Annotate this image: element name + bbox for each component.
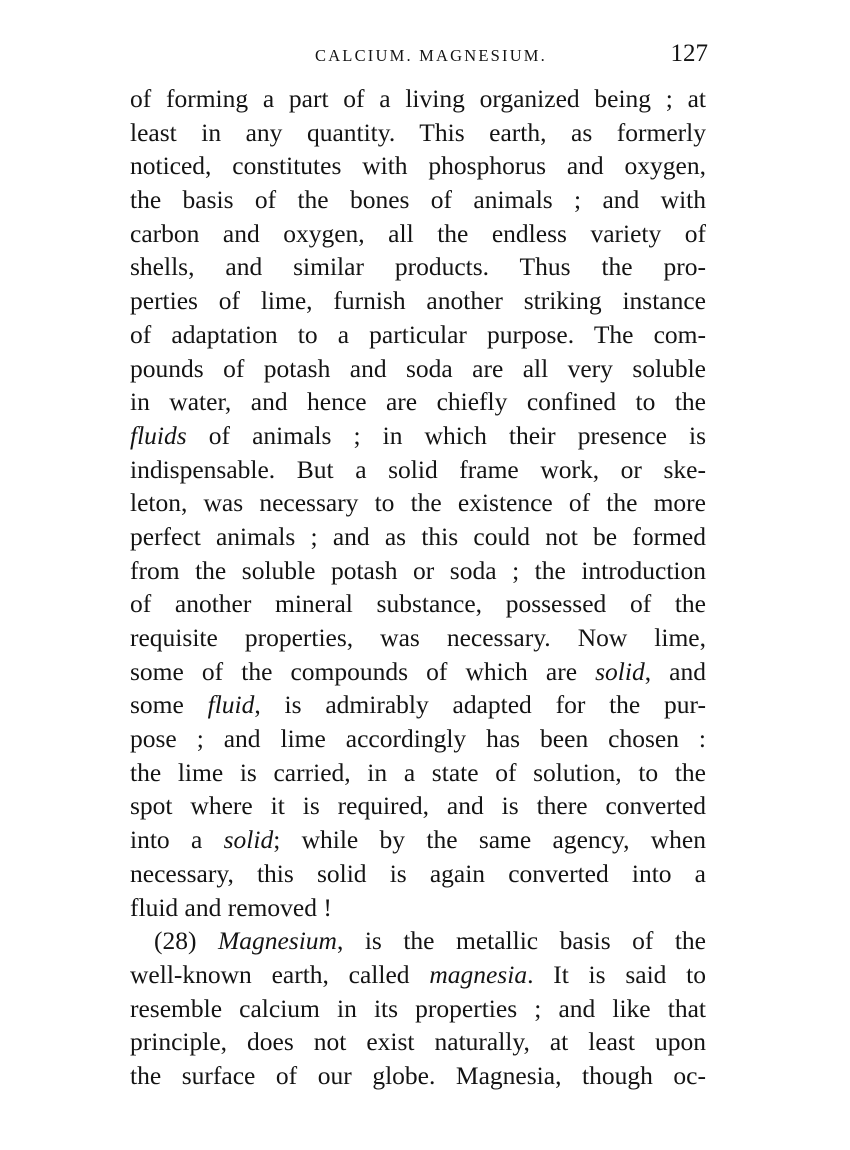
text-line: principle, does not exist naturally, at least upon [130, 1027, 706, 1057]
text-line: spot where it is required, and is there converted [130, 791, 706, 821]
text-line: of another mineral substance, possessed of the [130, 589, 706, 619]
text-fragment: well-known earth, called [130, 959, 410, 989]
italic-word: Magnesium [217, 926, 337, 956]
text-line: leton, was necessary to the existence of the more [130, 488, 706, 518]
text-fragment: some [130, 690, 184, 720]
italic-word: fluid [207, 690, 255, 720]
text-fragment: , and [644, 656, 706, 686]
text-fragment: ; while by the same agency, when [273, 825, 706, 855]
italic-word: solid [223, 825, 274, 855]
text-line: necessary, this solid is again converted into a [130, 858, 706, 888]
section-number: (28) [154, 926, 197, 956]
text-line: perfect animals ; and as this could not be formed [130, 521, 706, 551]
text-line [130, 688, 706, 722]
body-text [130, 82, 706, 1093]
italic-word: fluids [130, 420, 187, 450]
text-line: from the soluble potash or soda ; the introduction [130, 555, 706, 585]
page-number: 127 [670, 40, 708, 67]
text-line: of forming a part of a living organized being ; at [130, 84, 706, 113]
text-line: noticed, constitutes with phosphorus and oxygen, [130, 151, 706, 181]
text-line [130, 823, 706, 857]
text-line: resemble calcium in its properties ; and like that [130, 993, 706, 1023]
text-line: requisite properties, was necessary. Now lime, [130, 623, 706, 652]
text-line: pounds of potash and soda are all very soluble [130, 353, 706, 383]
page-header [130, 40, 708, 76]
text-line: the surface of our globe. Magnesia, though oc- [130, 1060, 706, 1090]
italic-word: magnesia [429, 959, 528, 989]
running-head: CALCIUM. MAGNESIUM. [314, 46, 548, 65]
text-line [130, 958, 706, 992]
text-fragment: into a [130, 825, 203, 855]
text-fragment: some of the compounds of which are [130, 656, 578, 686]
text-fragment: of animals ; in which their presence is [208, 420, 707, 450]
text-line: in water, and hence are chiefly confined to the [130, 387, 706, 417]
text-line [130, 419, 706, 453]
text-fragment: . It is said to [527, 959, 707, 989]
text-line: the basis of the bones of animals ; and with [130, 185, 706, 215]
text-line [130, 924, 706, 958]
text-line: carbon and oxygen, all the endless variety of [130, 218, 706, 248]
text-fragment: , is the metallic basis of the [336, 926, 707, 956]
text-line: least in any quantity. This earth, as formerly [130, 117, 706, 147]
text-line: shells, and similar products. Thus the pro- [130, 252, 706, 282]
text-line: of adaptation to a particular purpose. The com- [130, 319, 706, 349]
text-fragment: , is admirably adapted for the pur- [254, 690, 707, 720]
italic-word: solid [595, 656, 645, 686]
text-line: perties of lime, furnish another striking instance [130, 286, 706, 316]
text-line: pose ; and lime accordingly has been chosen : [130, 724, 706, 754]
text-line [130, 655, 706, 689]
text-line: fluid and removed ! [130, 892, 332, 922]
text-line: the lime is carried, in a state of solution, to the [130, 757, 706, 787]
text-line: indispensable. But a solid frame work, or ske- [130, 454, 706, 484]
